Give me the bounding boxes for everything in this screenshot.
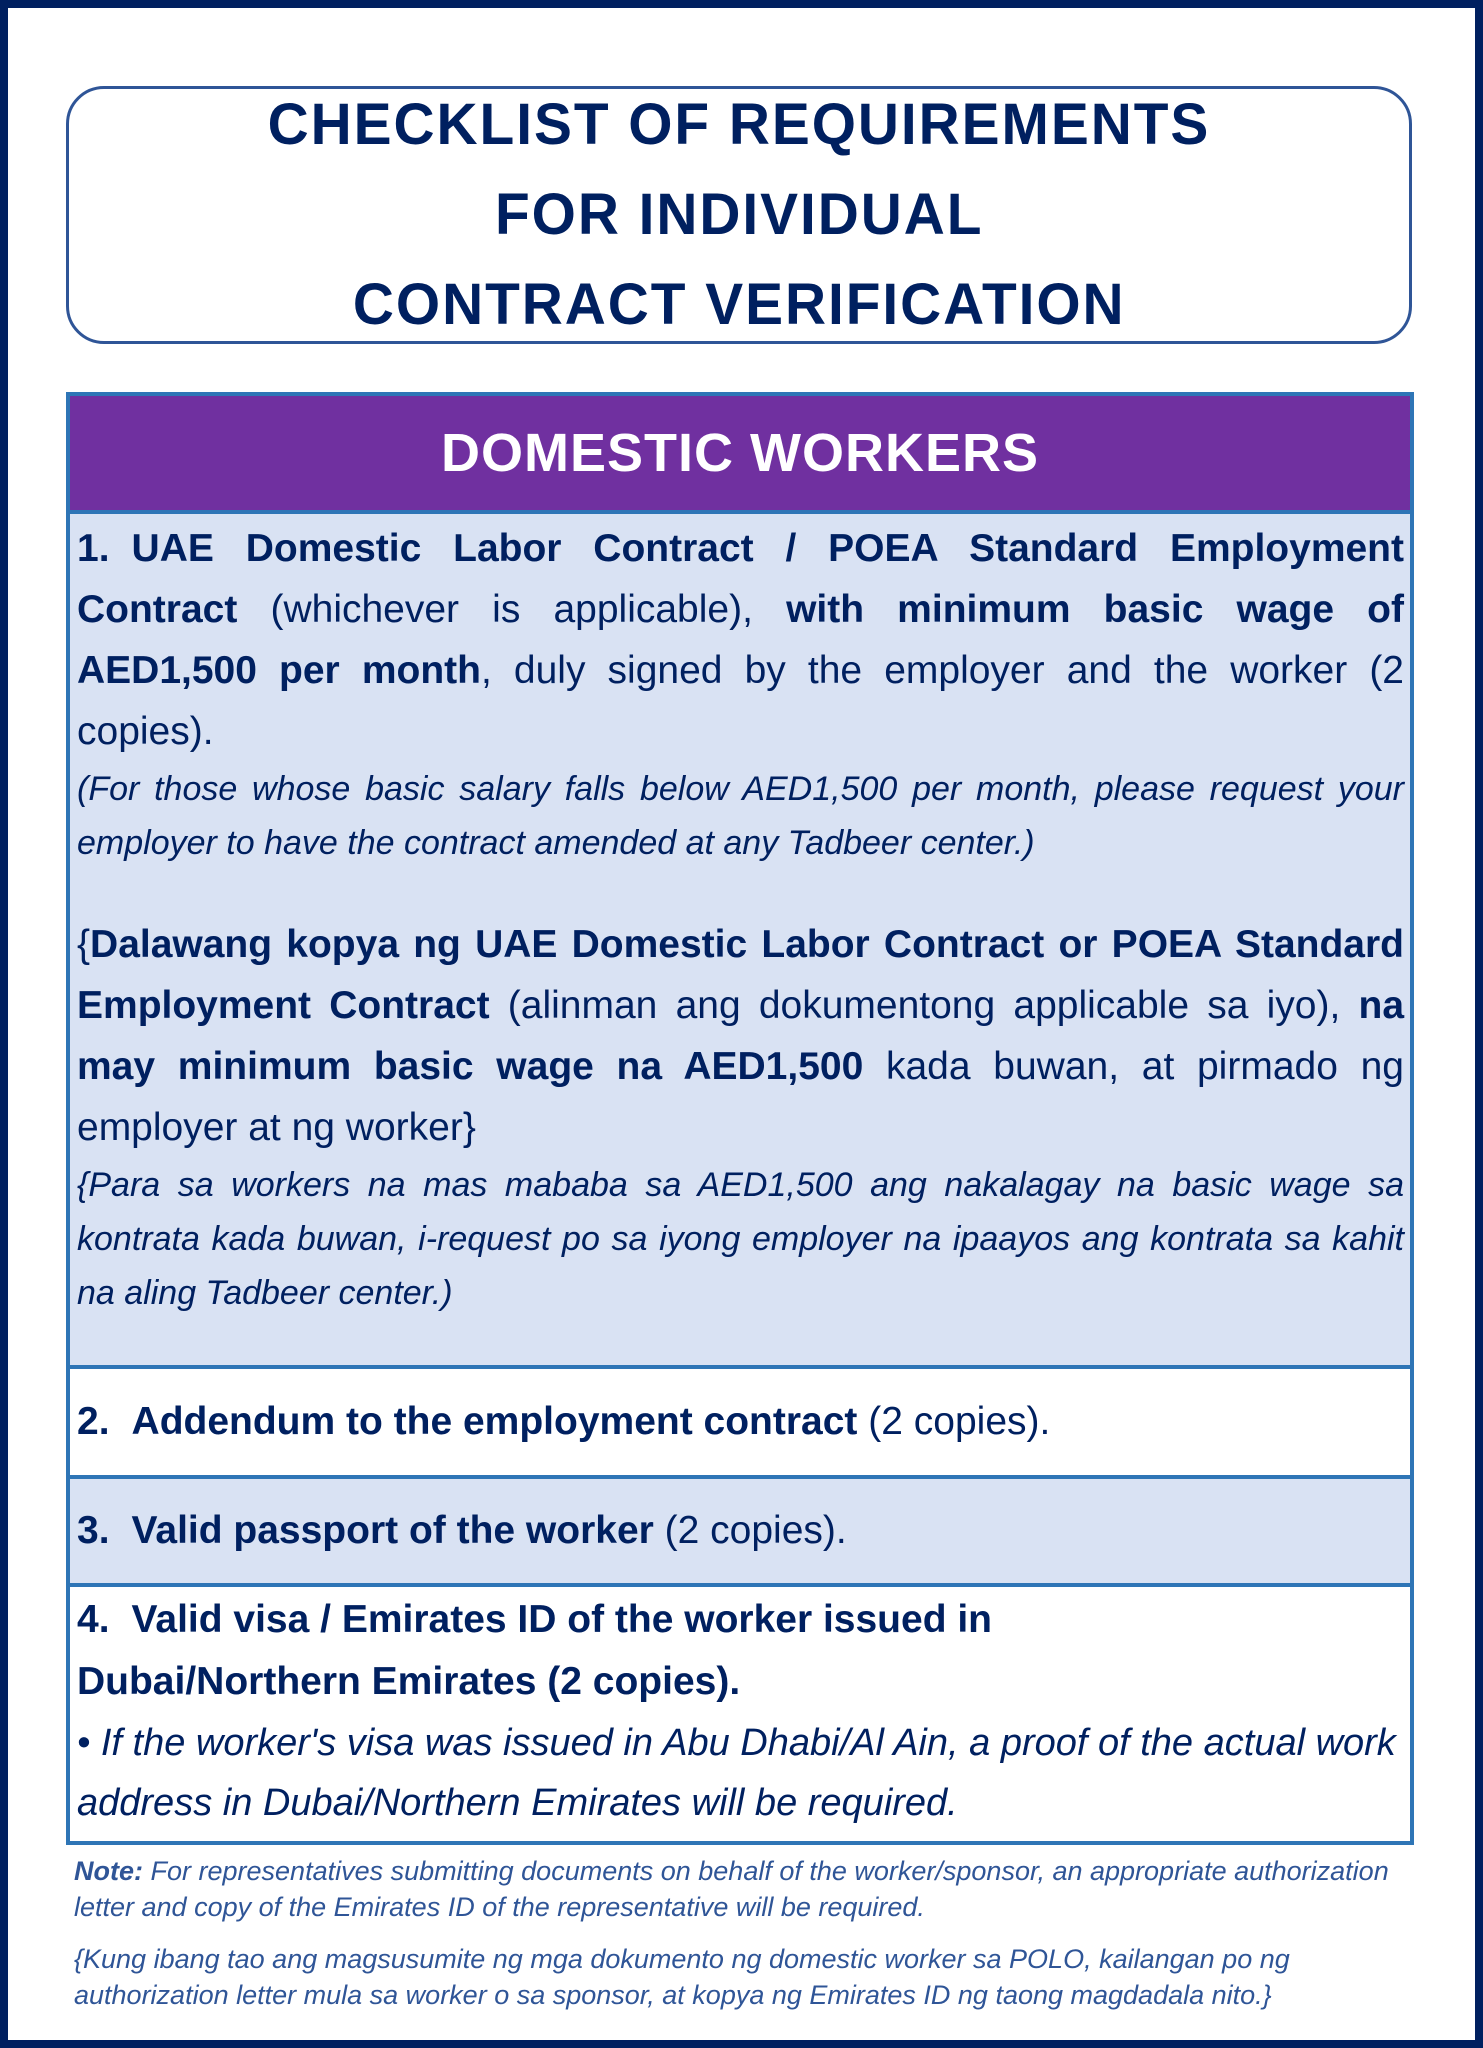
section-header-label: DOMESTIC WORKERS [440, 423, 1039, 483]
item-1-tl-wage: na may minimum basic wage na AED1,500 [77, 984, 1405, 1088]
notes-section [74, 1853, 1404, 2029]
item-1-text-2: , duly signed by the employer and the worker (2 copies). [77, 649, 1404, 753]
requirement-item-4 [70, 1583, 1410, 1841]
brace: { [77, 923, 91, 966]
item-number: 3. [77, 1509, 110, 1552]
title-line-1: CHECKLIST OF REQUIREMENTS [267, 92, 1211, 157]
title-line-3: CONTRACT VERIFICATION [352, 272, 1126, 337]
item-4-title-line-2: Dubai/Northern Emirates (2 copies). [77, 1660, 741, 1703]
item-number: 1. [77, 527, 110, 570]
section-header [70, 396, 1410, 514]
item-1-english-note: (For those whose basic salary falls below AED1,500 per month, please request your employer to have the contract amended at any Tadbeer center.) [77, 770, 1404, 862]
item-1-tagalog [77, 914, 1404, 1158]
note-english-text: For representatives submitting documents on behalf of the worker/sponsor, an appropriate authorization letter and copy of the Emirates ID of the representative will be required. [74, 1856, 1389, 1922]
item-4-bullet-note: • If the worker's visa was issued in Abu Dhabi/Al Ain, a proof of the actual work address in Dubai/Northern Emirates will be required. [77, 1722, 1396, 1824]
item-1-wage: with minimum basic wage of AED1,500 per month [77, 588, 1404, 692]
requirement-item-3 [70, 1475, 1410, 1583]
item-number: 2. [77, 1400, 110, 1443]
title-box [66, 86, 1412, 344]
item-1-text: (whichever is applicable), [237, 588, 787, 631]
requirement-item-1 [70, 514, 1410, 1365]
item-1-tl-bold-title: Dalawang kopya ng UAE Domestic Labor Contract or POEA Standard Employment Contract [77, 923, 1404, 1027]
note-tagalog: {Kung ibang tao ang magsusumite ng mga dokumento ng domestic worker sa POLO, kailangan po ng authorization letter mula sa worker o sa sponsor, at kopya ng Emirates ID ng taong magdadala nito.} [74, 1944, 1290, 2010]
item-1-english [77, 518, 1404, 762]
item-1-tagalog-note: {Para sa workers na mas mababa sa AED1,500 ang nakalagay na basic wage sa kontrata kada buwan, i-request po sa iyong employer na ipaayos ang kontrata sa kahit na aling Tadbeer center.) [77, 1166, 1404, 1312]
item-4-title-line-1: Valid visa / Emirates ID of the worker issued in [131, 1598, 993, 1641]
requirement-item-2 [70, 1365, 1410, 1475]
title-line-2: FOR INDIVIDUAL [494, 182, 984, 247]
item-3-title: Valid passport of the worker [131, 1509, 654, 1552]
requirements-table [66, 392, 1414, 1845]
item-2-copies: (2 copies). [857, 1400, 1051, 1443]
item-3-copies: (2 copies). [653, 1509, 847, 1552]
item-2-title: Addendum to the employment contract [131, 1400, 858, 1443]
item-1-tl-text-2: kada buwan, at pirmado ng employer at ng worker} [77, 1045, 1404, 1149]
item-1-bold-title: UAE Domestic Labor Contract / POEA Standard Employment Contract [77, 527, 1404, 631]
note-english [74, 1853, 1404, 1925]
item-number: 4. [77, 1598, 110, 1641]
note-label: Note: [74, 1856, 143, 1886]
item-1-tl-text: (alinman ang dokumentong applicable sa iyo), [489, 984, 1359, 1027]
